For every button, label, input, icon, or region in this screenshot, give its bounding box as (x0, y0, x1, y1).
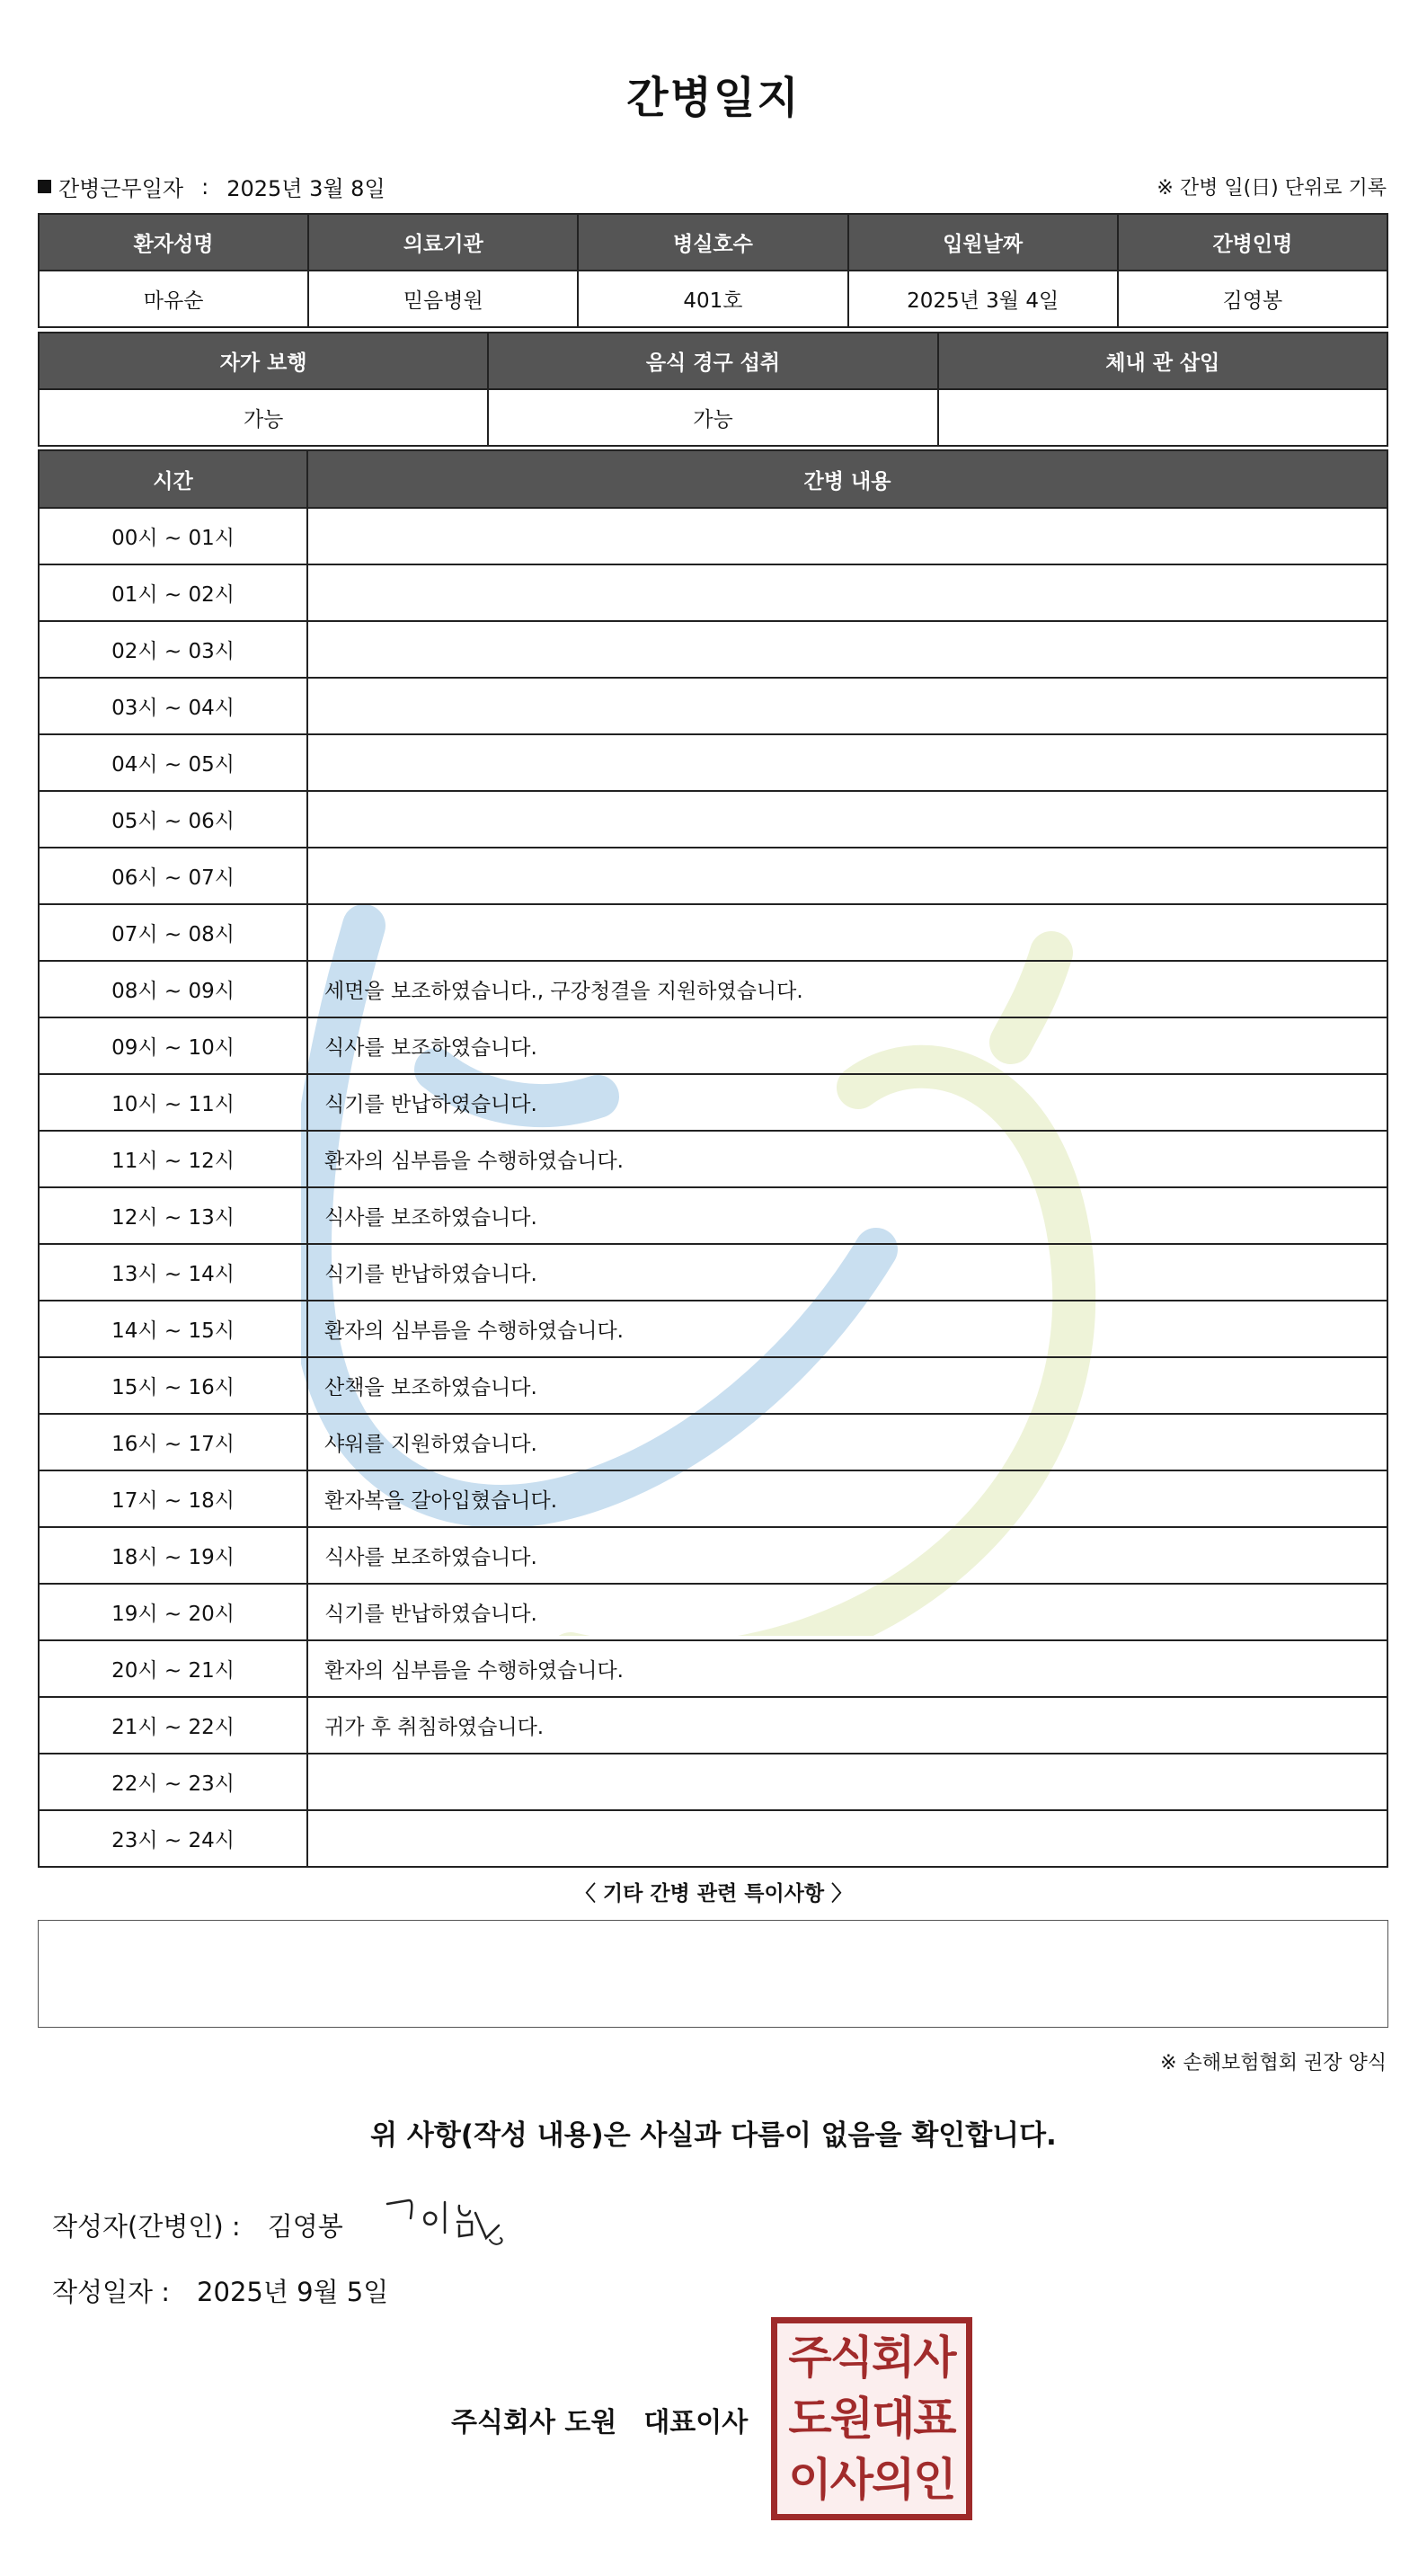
care-log-content (307, 904, 1387, 961)
care-log-time: 18시 ~ 19시 (39, 1527, 307, 1584)
care-log-row (39, 1414, 1387, 1470)
care-log-row (39, 791, 1387, 848)
care-log-time: 08시 ~ 09시 (39, 961, 307, 1017)
care-log-time: 12시 ~ 13시 (39, 1187, 307, 1244)
seal-line-3: 이사의인 (788, 2454, 955, 2506)
care-log-time: 04시 ~ 05시 (39, 734, 307, 791)
care-log-time: 02시 ~ 03시 (39, 621, 307, 678)
written-date-line (52, 2272, 388, 2309)
recommendation-note: ※ 손해보험협회 권장 양식 (1160, 2052, 1387, 2074)
work-date-separator: : (201, 173, 209, 200)
square-bullet-icon (38, 180, 51, 193)
care-log-row (39, 961, 1387, 1017)
care-log-table (38, 449, 1388, 1868)
care-log-row (39, 1697, 1387, 1754)
admission-date-value: 2025년 3월 4일 (848, 271, 1118, 327)
seal-line-2: 도원대표 (788, 2393, 955, 2445)
care-log-row (39, 904, 1387, 961)
written-date-value: 2025년 9월 5일 (197, 2277, 389, 2307)
care-log-content: 산책을 보조하였습니다. (307, 1357, 1387, 1414)
care-log-content: 환자의 심부름을 수행하였습니다. (307, 1131, 1387, 1187)
header-self-walking: 자가 보행 (39, 333, 488, 389)
header-tube-insertion: 체내 관 삽입 (938, 333, 1387, 389)
care-log-time: 14시 ~ 15시 (39, 1301, 307, 1357)
care-log-row (39, 564, 1387, 621)
care-log-time: 03시 ~ 04시 (39, 678, 307, 734)
patient-status-value-row (39, 389, 1387, 446)
care-log-time: 01시 ~ 02시 (39, 564, 307, 621)
self-walking-value: 가능 (39, 389, 488, 446)
handwritten-signature (382, 2186, 526, 2258)
confirmation-statement: 위 사항(작성 내용)은 사실과 다름이 없음을 확인합니다. (370, 2119, 1057, 2152)
care-log-content (307, 564, 1387, 621)
care-log-time: 22시 ~ 23시 (39, 1754, 307, 1810)
work-date-label: 간병근무일자 (58, 176, 184, 201)
company-representative-title: 대표이사 (643, 2407, 749, 2438)
care-log-time: 21시 ~ 22시 (39, 1697, 307, 1754)
care-log-time: 10시 ~ 11시 (39, 1074, 307, 1131)
header-admission-date: 입원날짜 (848, 214, 1118, 271)
care-log-time: 11시 ~ 12시 (39, 1131, 307, 1187)
care-log-content: 귀가 후 취침하였습니다. (307, 1697, 1387, 1754)
care-log-content (307, 1754, 1387, 1810)
care-log-body (39, 508, 1387, 1867)
patient-info-value-row (39, 271, 1387, 327)
remarks-box (38, 1920, 1388, 2028)
header-hospital: 의료기관 (308, 214, 578, 271)
care-log-content: 식사를 보조하였습니다. (307, 1187, 1387, 1244)
care-log-row (39, 848, 1387, 904)
care-log-row (39, 508, 1387, 564)
daily-record-note: ※ 간병 일(日) 단위로 기록 (1157, 177, 1387, 200)
care-log-content: 식사를 보조하였습니다. (307, 1017, 1387, 1074)
care-log-time: 16시 ~ 17시 (39, 1414, 307, 1470)
patient-name-value: 마유순 (39, 271, 308, 327)
header-care-content: 간병 내용 (307, 450, 1387, 508)
care-log-row (39, 1244, 1387, 1301)
header-patient-name: 환자성명 (39, 214, 308, 271)
care-log-row (39, 1187, 1387, 1244)
patient-info-header-row (39, 214, 1387, 271)
care-log-row (39, 1017, 1387, 1074)
care-log-time: 00시 ~ 01시 (39, 508, 307, 564)
care-log-row (39, 1527, 1387, 1584)
care-log-row (39, 1357, 1387, 1414)
patient-status-header-row (39, 333, 1387, 389)
care-log-time: 06시 ~ 07시 (39, 848, 307, 904)
care-log-time: 13시 ~ 14시 (39, 1244, 307, 1301)
care-log-header-row (39, 450, 1387, 508)
writer-label: 작성자(간병인) : (52, 2211, 241, 2242)
care-log-row (39, 1074, 1387, 1131)
care-log-row (39, 1810, 1387, 1867)
care-log-time: 23시 ~ 24시 (39, 1810, 307, 1867)
care-log-content (307, 791, 1387, 848)
care-log-time: 07시 ~ 08시 (39, 904, 307, 961)
company-signature-line (451, 2400, 748, 2439)
patient-info-table (38, 213, 1388, 328)
oral-intake-value: 가능 (488, 389, 937, 446)
care-log-content (307, 621, 1387, 678)
care-log-content (307, 734, 1387, 791)
care-log-content: 식기를 반납하였습니다. (307, 1074, 1387, 1131)
remarks-label: 〈 기타 간병 관련 특이사항 〉 (574, 1882, 853, 1905)
care-log-content: 식기를 반납하였습니다. (307, 1244, 1387, 1301)
care-log-content: 환자의 심부름을 수행하였습니다. (307, 1301, 1387, 1357)
writer-name: 김영봉 (267, 2211, 343, 2242)
care-log-row (39, 1584, 1387, 1640)
care-log-row (39, 621, 1387, 678)
care-log-row (39, 1640, 1387, 1697)
writer-line (52, 2207, 343, 2243)
care-log-time: 17시 ~ 18시 (39, 1470, 307, 1527)
work-date-value: 2025년 3월 8일 (226, 176, 386, 201)
seal-line-1: 주식회사 (788, 2332, 955, 2384)
care-log-row (39, 1131, 1387, 1187)
caregiver-name-value: 김영봉 (1118, 271, 1387, 327)
work-date-line (38, 171, 386, 202)
care-log-content: 환자복을 갈아입혔습니다. (307, 1470, 1387, 1527)
care-log-content: 식기를 반납하였습니다. (307, 1584, 1387, 1640)
care-log-content: 식사를 보조하였습니다. (307, 1527, 1387, 1584)
company-name: 주식회사 도원 (451, 2407, 617, 2438)
care-log-time: 20시 ~ 21시 (39, 1640, 307, 1697)
care-log-time: 09시 ~ 10시 (39, 1017, 307, 1074)
care-log-row (39, 1301, 1387, 1357)
care-log-content (307, 848, 1387, 904)
header-oral-intake: 음식 경구 섭취 (488, 333, 937, 389)
care-log-row (39, 678, 1387, 734)
care-log-content: 환자의 심부름을 수행하였습니다. (307, 1640, 1387, 1697)
care-log-row (39, 1754, 1387, 1810)
care-log-time: 15시 ~ 16시 (39, 1357, 307, 1414)
care-log-content: 세면을 보조하였습니다., 구강청결을 지원하였습니다. (307, 961, 1387, 1017)
care-log-content (307, 1810, 1387, 1867)
header-time: 시간 (39, 450, 307, 508)
care-log-time: 19시 ~ 20시 (39, 1584, 307, 1640)
document-title: 간병일지 (626, 73, 801, 123)
care-log-content (307, 508, 1387, 564)
care-log-content (307, 678, 1387, 734)
header-caregiver-name: 간병인명 (1118, 214, 1387, 271)
care-log-content: 샤워를 지원하였습니다. (307, 1414, 1387, 1470)
header-room-number: 병실호수 (578, 214, 847, 271)
room-number-value: 401호 (578, 271, 847, 327)
hospital-value: 믿음병원 (308, 271, 578, 327)
company-seal-stamp (771, 2317, 972, 2520)
care-log-row (39, 734, 1387, 791)
tube-insertion-value (938, 389, 1387, 446)
care-log-row (39, 1470, 1387, 1527)
care-log-time: 05시 ~ 06시 (39, 791, 307, 848)
written-date-label: 작성일자 : (52, 2277, 171, 2307)
patient-status-table (38, 332, 1388, 447)
